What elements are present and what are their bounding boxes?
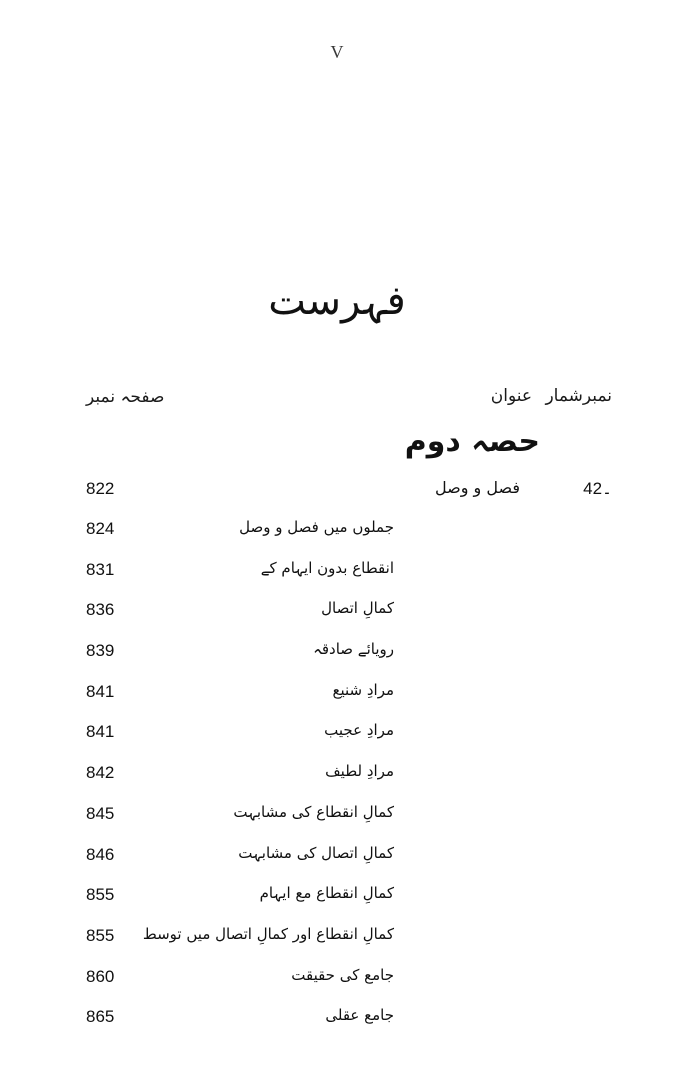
chapter-entry[interactable] bbox=[60, 478, 612, 502]
toc-entry-page: 855 bbox=[86, 885, 115, 905]
toc-entry[interactable] bbox=[0, 595, 674, 636]
toc-entry-label: کمالِ انقطاع مع ایہام bbox=[259, 884, 394, 903]
toc-entry-label: جملوں میں فصل و وصل bbox=[239, 518, 394, 536]
page-title: فہرست bbox=[268, 278, 406, 324]
toc-entry-label: جامع عقلی bbox=[325, 1006, 394, 1025]
subject-header: عنوان bbox=[490, 386, 532, 406]
toc-entry-label: مرادِ عجیب bbox=[324, 721, 394, 740]
toc-entry[interactable] bbox=[0, 636, 674, 677]
serial-number-header: نمبرشمار bbox=[545, 386, 612, 406]
toc-entry-label: کمالِ اتصال کی مشابہت bbox=[238, 843, 394, 862]
toc-entry-label: کمالِ انقطاع اور کمالِ اتصال میں توسط bbox=[142, 924, 394, 943]
toc-entry-label: مرادِ لطیف bbox=[325, 762, 394, 781]
toc-entry[interactable] bbox=[0, 1002, 674, 1043]
page-number: V bbox=[330, 42, 344, 62]
toc-entry-label: کمالِ اتصال bbox=[321, 599, 394, 618]
toc-entry-label: مرادِ شنیع bbox=[332, 680, 394, 699]
toc-entry[interactable] bbox=[0, 840, 674, 881]
toc-entry-page: 865 bbox=[86, 1007, 115, 1027]
toc-list bbox=[0, 514, 674, 1043]
toc-entry[interactable] bbox=[0, 921, 674, 962]
toc-entry[interactable] bbox=[0, 880, 674, 921]
toc-entry-label: جامع کی حقیقت bbox=[291, 965, 394, 984]
toc-entry-page: 841 bbox=[86, 681, 115, 701]
toc-entry-page: 841 bbox=[86, 722, 115, 742]
toc-entry-page: 831 bbox=[86, 559, 115, 579]
toc-entry-page: 845 bbox=[86, 803, 115, 823]
toc-entry[interactable] bbox=[0, 758, 674, 799]
chapter-page-number: 822 bbox=[86, 479, 115, 498]
chapter-title: فصل و وصل bbox=[435, 478, 520, 497]
toc-entry-page: 860 bbox=[86, 966, 115, 986]
toc-entry-page: 846 bbox=[86, 844, 115, 864]
toc-entry-page: 842 bbox=[86, 763, 115, 783]
toc-entry-label: انقطاع بدون ایہام کے bbox=[260, 558, 394, 577]
toc-entry-page: 839 bbox=[86, 641, 115, 661]
toc-entry-label: کمالِ انقطاع کی مشابہت bbox=[233, 802, 394, 821]
toc-entry-page: 855 bbox=[86, 925, 115, 945]
toc-entry[interactable] bbox=[0, 717, 674, 758]
toc-entry-page: 824 bbox=[86, 519, 115, 538]
toc-entry[interactable] bbox=[0, 677, 674, 718]
page-number-header: صفحہ نمبر bbox=[86, 387, 165, 407]
toc-entry[interactable] bbox=[0, 514, 674, 555]
toc-entry[interactable] bbox=[0, 555, 674, 596]
toc-entry-page: 836 bbox=[86, 600, 115, 620]
chapter-number: 42۔ bbox=[583, 479, 612, 498]
toc-entry[interactable] bbox=[0, 962, 674, 1003]
toc-entry-label: رویائے صادقہ bbox=[313, 640, 394, 659]
part-heading: حصہ دوم bbox=[404, 424, 540, 459]
toc-entry[interactable] bbox=[0, 799, 674, 840]
